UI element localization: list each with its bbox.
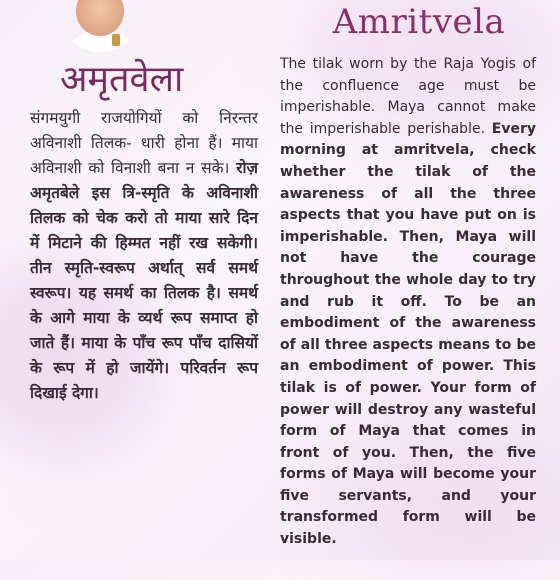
portrait-face (76, 0, 124, 36)
portrait-image (60, 0, 142, 52)
badge-icon (112, 34, 120, 46)
hindi-paragraph (30, 106, 258, 406)
hindi-plain-text: संगमयुगी राजयोगियों को निरन्तर अविनाशी तिलक- धारी होना हैं। माया अविनाशी को विनाशी बना न सके। (30, 109, 258, 177)
english-bold-text: Every morning at amritvela, check whether the tilak of the awareness of all the three aspects that you have put on is imperishable. Then, Maya will not have the courage throughout the whole day to try and rub it off. To be an embodiment of the awareness of all three aspects means to be an embodiment of power. This tilak is of power. Your form of power will destroy any wasteful form of Maya that comes in front of you. Then, the five forms of Maya will become your five servants, and your transformed form will be visible. (280, 120, 537, 548)
page-title-hindi: अमृतवेला (60, 59, 184, 100)
hindi-bold-text: रोज़ अमृतबेले इस त्रि-स्मृति के अविनाशी तिलक को चेक करो तो माया सारे दिन में मिटाने की हिम्मत नहीं रख सकेगी। तीन स्मृति-स्वरूप अर्थात् सर्व समर्थ स्वरूप। यह समर्थ का तिलक है। समर्थ के आगे माया के व्यर्थ रूप समाप्त हो जाते हैं। माया के पाँच रूप पाँच दासियों के रूप में हो जायेंगे। परिवर्तन रूप दिखाई देगा। (30, 159, 258, 402)
english-paragraph (280, 54, 536, 551)
english-plain-text: The tilak worn by the Raja Yogis of the confluence age must be imperishable. Maya cannot make the imperishable perishable. (280, 56, 536, 137)
page-title-english: Amritvela (332, 2, 506, 42)
